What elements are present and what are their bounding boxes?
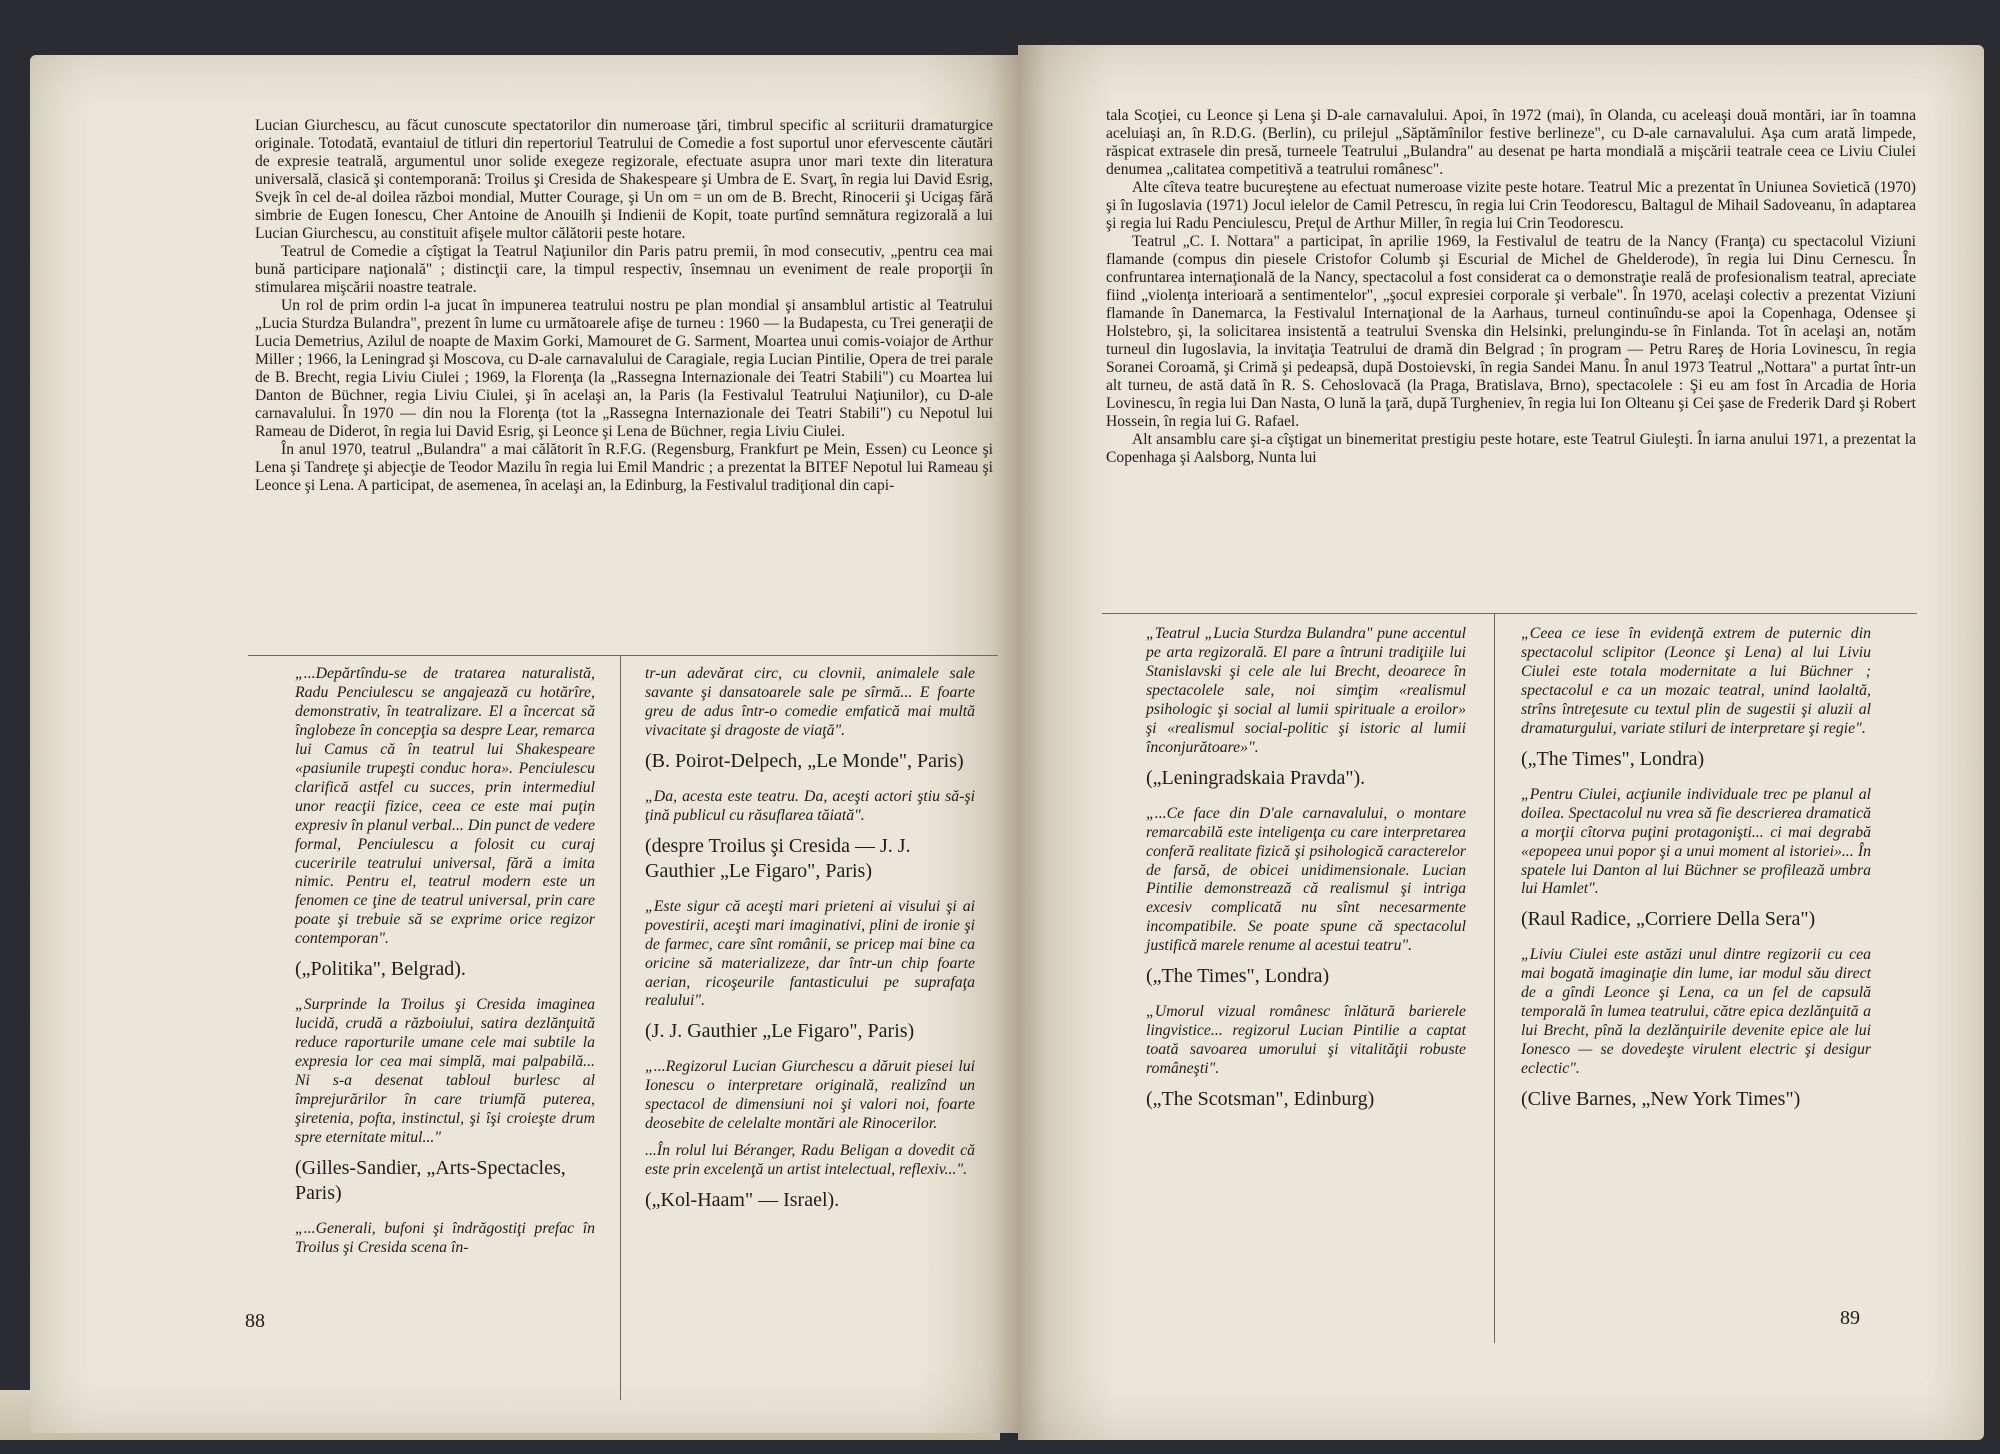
press-quote: „...Depărtîndu-se de tratarea naturalistă, Radu Penciulescu se angajează cu hotărîre, demonstrativ, în teatralizare. El a încercat să înglobeze în concepţia sa despre Lear, remarca lui Camus că în teatrul lui Shakespeare «pasiunile trupeşti conduc hora». Penciulescu clarifică astfel cu succes, prin intermediul unor reacţii fizice, ceea ce este mai puţin expresiv în planul verbal... Din punct de vedere formal, Penciulescu a folosit cu curaj cuceririle teatrului universal, fără a imita nimic. Pentru el, teatrul modern este un fenomen ce ţine de teatrul universal, prin care poate şi trebuie să se exprime orice regizor contemporan". xyxy=(295,665,595,948)
paragraph: Teatrul de Comedie a cîştigat la Teatrul Naţiunilor din Paris patru premii, în mod consecutiv, „pentru cea mai bună participare naţională" ; distincţii care, la timpul respectiv, însemnau un eveniment de reale proporţii în stimularea mişcării noastre teatrale. xyxy=(255,243,993,296)
press-quote: „Liviu Ciulei este astăzi unul dintre regizorii cu cea mai bogată imaginaţie din lume, iar modul său direct de a gîndi Leonce şi Lena, ca un fel de capsulă temporală în lumea teatrului, către epica dezlănţuită a lui Brecht, pînă la dezlănţuirile devenite epice ale lui Ionesco — se dovedeşte virulent electric şi desigur eclectic". xyxy=(1521,946,1871,1078)
press-quote: „Surprinde la Troilus şi Cresida imaginea lucidă, crudă a războiului, satira dezlănţuită reduce raporturile umane cele mai subtile la expresia lor cea mai simplă, mai palpabilă... Ni s-a desenat tabloul burlesc al împrejurărilor în care triumfă puterea, şiretenia, pofta, instinctul, şi îşi croieşte drum spre eternitate mitul..." xyxy=(295,996,595,1146)
quote-source: (Clive Barnes, „New York Times") xyxy=(1521,1088,1801,1111)
press-quotes-column-2 xyxy=(1521,625,1871,1126)
quote-source: (Raul Radice, „Corriere Della Sera") xyxy=(1521,908,1816,931)
quote-source: („The Times", Londra) xyxy=(1146,965,1330,988)
quote-source: („Leningradskaia Pravda"). xyxy=(1146,766,1366,789)
paragraph: În anul 1970, teatrul „Bulandra" a mai călătorit în R.F.G. (Regensburg, Frankfurt pe Mein, Essen) cu Leonce şi Lena şi Tandreţe şi abjecţie de Teodor Mazilu în regia lui Emil Mandric ; a prezentat la BITEF Nepotul lui Rameau şi Leonce şi Lena. A participat, de asemenea, în acelaşi an, la Edinburg, la Festivalul tradiţional din capi- xyxy=(255,441,993,494)
quote-source: („The Times", Londra) xyxy=(1521,747,1705,770)
press-quote: tr-un adevărat circ, cu clovnii, animalele sale savante şi dansatoarele sale pe sîrmă... E foarte greu de adus într-o comedie emfatică mai multă vivacitate şi dragoste de viaţă". xyxy=(645,665,975,739)
quote-source: (Gilles-Sandier, „Arts-Spectacles, Paris) xyxy=(295,1156,566,1204)
column-divider xyxy=(620,655,621,1400)
paragraph: Lucian Giurchescu, au făcut cunoscute spectatorilor din numeroase ţări, timbrul specific al scriiturii dramaturgice originale. Totodată, evantaiul de titluri din repertoriul Teatrului de Comedie a fost suportul unor efervescente căutări de expresie teatrală, argumentul unor solide exegeze regizorale, efectuate asupra unor mari texte din literatura universală, clasică şi contemporană: Troilus şi Cresida de Shakespeare şi Umbra de E. Svarţ, în regia lui David Esrig, Svejk în cel de-al doilea război mondial, Mutter Courage, şi Un om = un om de B. Brecht, Rinocerii şi Ucigaş fără simbrie de Eugen Ionescu, Cher Antoine de Anouilh şi Indienii de Kopit, toate purtînd semnătura regizorală a lui Lucian Giurchescu, au constituit afişele multor călătorii peste hotare. xyxy=(255,117,993,242)
right-page xyxy=(1018,45,1984,1440)
press-quotes-column-1 xyxy=(1146,625,1466,1126)
box-top-rule xyxy=(248,655,998,656)
quote-source: („Kol-Haam" — Israel). xyxy=(645,1189,840,1212)
quote-source: (J. J. Gauthier „Le Figaro", Paris) xyxy=(645,1020,915,1043)
box-top-rule xyxy=(1102,613,1917,614)
quote-source: (B. Poirot-Delpech, „Le Monde", Paris) xyxy=(645,749,964,772)
paragraph: Teatrul „C. I. Nottara" a participat, în aprilie 1969, la Festivalul de teatru de la Nancy (Franţa) cu spectacolul Viziuni flamande (compus din piesele Cristofor Columb şi Escurial de Michel de Ghelderode), în regia lui Dinu Cernescu. În confruntarea internaţională de la Nancy, spectacolul a fost considerat ca o demonstraţie reală de profesionalism teatral, apreciate fiind „violenţa interioară a sentimentelor", „şocul expresiei corporale şi verbale". În 1970, acelaşi colectiv a prezentat Viziuni flamande în Danemarca, la Festivalul Internaţional de la Aarhaus, turneul continuîndu-se apoi la Copenhaga, Odensee şi Holstebro, şi, la solicitarea insistentă a teatrului Svenska din Helsinki, prelungindu-se în Finlanda. Tot în acelaşi an, notăm turneul din Iugoslavia, la invitaţia Teatrului de dramă din Belgrad ; în program — Petru Rareş de Horia Lovinescu, în regia Soranei Coroamă, şi Crimă şi pedeapsă, după Dostoievski, în regia Sandei Manu. În anul 1973 Teatrul „Nottara" a purtat într-un alt turneu, de astă dată în R. S. Cehoslovacă (la Praga, Bratislava, Brno), spectacolele : Şi eu am fost în Arcadia de Horia Lovinescu, în regia lui Dan Nasta, O lună la ţară, după Turgheniev, în regia lui Ion Olteanu şi Cei şase de Frederik Dard şi Robert Hossein, în regia lui G. Rafael. xyxy=(1106,233,1916,430)
press-quotes-column-1 xyxy=(295,665,595,1266)
press-quote: „...Ce face din D'ale carnavalului, o montare remarcabilă este inteligenţa cu care interpretarea conferă realitate fizică şi psihologică caracterelor de farsă, de obicei unidimensionale. Lucian Pintilie demonstrează că realismul şi intriga excesiv complicată nu sînt necesarmente incompatibile. Se poate spune că spectacolul justifică marele renume al acestui teatru". xyxy=(1146,804,1466,955)
quote-source: (despre Troilus şi Cresida — J. J. Gauthier „Le Figaro", Paris) xyxy=(645,834,911,882)
left-body-text xyxy=(255,117,993,495)
press-quote: „Da, acesta este teatru. Da, aceşti actori ştiu să-şi ţină publicul cu răsuflarea tăiată". xyxy=(645,787,975,824)
press-quote: „Ceea ce iese în evidenţă extrem de puternic din spectacolul sclipitor (Leonce şi Lena) al lui Liviu Ciulei este totala modernitate a lui Büchner ; spectacolul e ca un mozaic teatral, unind laolaltă, strîns întreţesute cu textul plin de sugestii şi aluzii al dramaturgului, variate stiluri de interpretare şi regie". xyxy=(1521,625,1871,737)
press-quote: ...În rolul lui Béranger, Radu Beligan a dovedit că este prin excelenţă un artist intelectual, reflexiv...". xyxy=(645,1142,975,1179)
press-quote: „...Generali, bufoni şi îndrăgostiţi prefac în Troilus şi Cresida scena în- xyxy=(295,1219,595,1256)
page-number: 88 xyxy=(245,1310,265,1332)
left-page xyxy=(30,55,1018,1433)
paragraph: Alt ansamblu care şi-a cîştigat un binemeritat prestigiu peste hotare, este Teatrul Giuleşti. În iarna anului 1971, a prezentat la Copenhaga şi Aalsborg, Nunta lui xyxy=(1106,431,1916,466)
press-quotes-column-2 xyxy=(645,665,975,1227)
right-body-text xyxy=(1106,107,1916,467)
press-quote: „Este sigur că aceşti mari prieteni ai visului şi ai povestirii, aceşti mari imaginativi, plini de ironie şi de farmec, care sînt românii, se pricep mai bine ca oricine să materializeze, dar într-un chip foarte aerian, ricoşeurile fantasticului pe suprafaţa realului". xyxy=(645,897,975,1010)
paragraph: Un rol de prim ordin l-a jucat în impunerea teatrului nostru pe plan mondial şi ansamblul artistic al Teatrului „Lucia Sturdza Bulandra", prezent în lume cu următoarele afişe de turneu : 1960 — la Budapesta, cu Trei generaţii de Lucia Demetrius, Azilul de noapte de Maxim Gorki, Mamouret de G. Sarment, Moartea unui comis-voiajor de Arthur Miller ; 1966, la Leningrad şi Moscova, cu D-ale carnavalului de Caragiale, regia Lucian Pintilie, Opera de trei parale de B. Brecht, regia Liviu Ciulei ; 1969, la Florenţa (la „Rassegna Internazionale dei Teatri Stabili") cu Moartea lui Danton de Büchner, regia Liviu Ciulei, şi în acelaşi an, la Paris (la Festivalul Teatrului Naţiunilor), cu D-ale carnavalului. În 1970 — din nou la Florenţa (tot la „Rassegna Internazionale dei Teatri Stabili") cu Nepotul lui Rameau de Diderot, în regia lui David Esrig, şi Leonce şi Lena de Büchner, regia Liviu Ciulei. xyxy=(255,297,993,440)
press-quote: „Teatrul „Lucia Sturdza Bulandra" pune accentul pe arta regizorală. El pare a întruni tradiţiile lui Stanislavski şi cele ale lui Brecht, deoarece în spectacolele sale, noi simţim «realismul psihologic şi social al lumii spirituale a eroilor» şi «realismul social-politic şi istoric al lumii înconjurătoare»". xyxy=(1146,625,1466,756)
quote-source: („Politika", Belgrad). xyxy=(295,958,466,981)
press-quote: „...Regizorul Lucian Giurchescu a dăruit piesei lui Ionescu o interpretare originală, realizînd un spectacol de dimensiuni noi şi valori noi, foarte deosebite de celelalte montări ale Rinocerilor. xyxy=(645,1058,975,1133)
paragraph: Alte cîteva teatre bucureştene au efectuat numeroase vizite peste hotare. Teatrul Mic a prezentat în Uniunea Sovietică (1970) şi în Iugoslavia (1971) Jocul ielelor de Camil Petrescu, în regia lui Crin Teodorescu, Baltagul de Mihail Sadoveanu, în adaptarea şi regia lui Radu Penciulescu, Preţul de Arthur Miller, în regia lui Crin Teodorescu. xyxy=(1106,179,1916,232)
column-divider xyxy=(1494,613,1495,1343)
page-number: 89 xyxy=(1840,1307,1860,1329)
quote-source: („The Scotsman", Edinburg) xyxy=(1146,1088,1375,1111)
press-quote: „Umorul vizual românesc înlătură barierele lingvistice... regizorul Lucian Pintilie a captat toată savoarea umorului şi vitalităţii robuste româneşti". xyxy=(1146,1003,1466,1078)
paragraph: tala Scoţiei, cu Leonce şi Lena şi D-ale carnavalului. Apoi, în 1972 (mai), în Olanda, cu aceleaşi două montări, iar în toamna aceluiaşi an, în R.D.G. (Berlin), cu prilejul „Săptămînilor festive berlineze", cu D-ale carnavalului. Aşa cum arată limpede, răspicat extrasele din presă, turneele Teatrului „Bulandra" au desenat pe harta mondială a mişcării teatrale ceea ce Liviu Ciulei denumea „calitatea competitivă a teatrului românesc". xyxy=(1106,107,1916,178)
press-quote: „Pentru Ciulei, acţiunile individuale trec pe planul al doilea. Spectacolul nu vrea să fie descrierea dramatică a morţii cîtorva puţini protagonişti... ci mai degrabă «epopeea unui popor şi a unui moment al istoriei»... În spatele lui Danton al lui Büchner se profilează umbra lui Hamlet". xyxy=(1521,785,1871,898)
